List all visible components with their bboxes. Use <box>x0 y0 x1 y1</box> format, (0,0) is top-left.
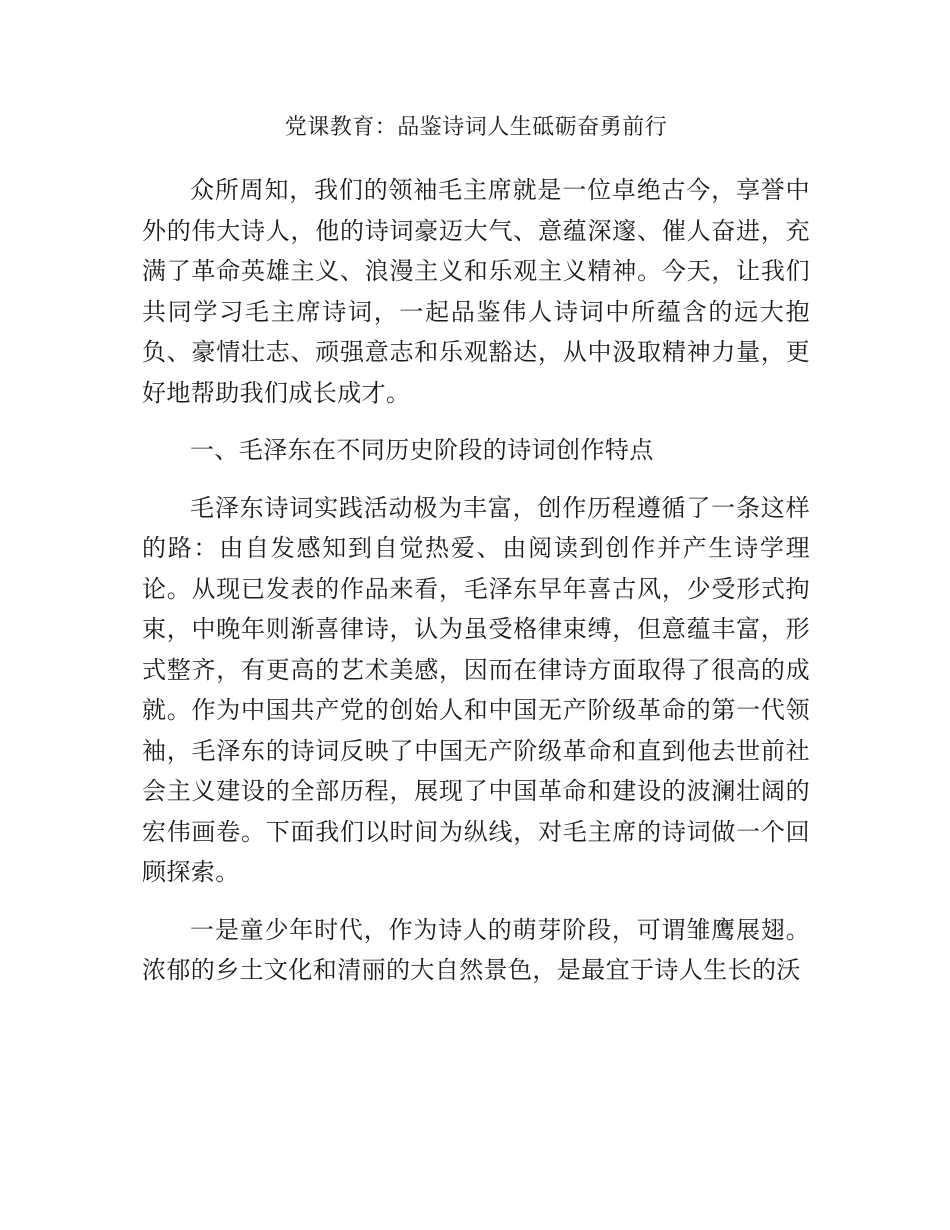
intro-paragraph: 众所周知，我们的领袖毛主席就是一位卓绝古今，享誉中外的伟大诗人，他的诗词豪迈大气、意蕴深邃、催人奋进，充满了革命英雄主义、浪漫主义和乐观主义精神。今天，让我们共同学习毛主席诗词，一起品鉴伟人诗词中所蕴含的远大抱负、豪情壮志、顽强意志和乐观豁达，从中汲取精神力量，更好地帮助我们成长成才。 <box>142 176 810 407</box>
body-paragraph: 毛泽东诗词实践活动极为丰富，创作历程遵循了一条这样的路：由自发感知到自觉热爱、由阅读到创作并产生诗学理论。从现已发表的作品来看，毛泽东早年喜古风，少受形式拘束，中晚年则渐喜律诗，认为虽受格律束缚，但意蕴丰富，形式整齐，有更高的艺术美感，因而在律诗方面取得了很高的成就。作为中国共产党的创始人和中国无产阶级革命的第一代领袖，毛泽东的诗词反映了中国无产阶级革命和直到他去世前社会主义建设的全部历程，展现了中国革命和建设的波澜壮阔的宏伟画卷。下面我们以时间为纵线，对毛主席的诗词做一个回顾探索。 <box>142 493 810 886</box>
document-title: 党课教育：品鉴诗词人生砥砺奋勇前行 <box>284 115 668 140</box>
section-heading: 一、毛泽东在不同历史阶段的诗词创作特点 <box>190 436 654 464</box>
body-paragraph: 一是童少年时代，作为诗人的萌芽阶段，可谓雏鹰展翅。浓郁的乡土文化和清丽的大自然景色，是最宜于诗人生长的沃 <box>142 915 810 984</box>
document-body <box>142 108 810 1008</box>
